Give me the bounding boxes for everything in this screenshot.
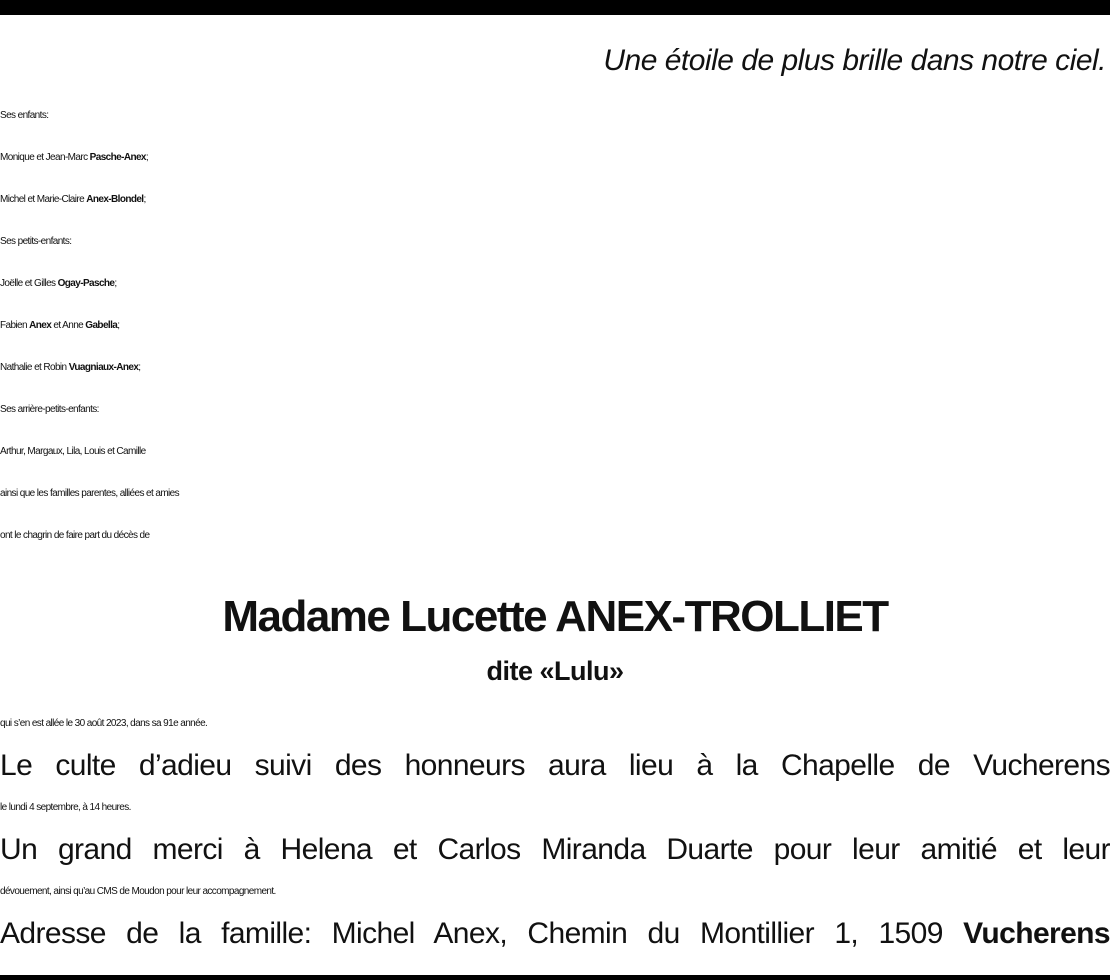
separator: ; [117, 320, 120, 331]
child-line-1 [0, 137, 1110, 179]
gc2-surname-a: Anex [29, 320, 52, 331]
gc1-names: Joëlle et Gilles [0, 278, 58, 289]
gc1-surname: Ogay-Pasche [57, 278, 115, 289]
deceased-nickname: dite «Lulu» [486, 656, 624, 686]
gc2-surname-b: Gabella [85, 320, 118, 331]
greatgrandchildren-names: Arthur, Margaux, Lila, Louis et Camille [0, 446, 146, 457]
gc2-name-a: Fabien [0, 320, 30, 331]
thanks-line-2: dévouement, ainsi qu’au CMS de Moudon pour leur accompagnement. [0, 886, 276, 897]
separator: ; [143, 194, 146, 205]
relatives-line: ainsi que les familles parentes, alliées et amies [0, 488, 180, 499]
deceased-name: Madame Lucette ANEX-TROLLIET [222, 592, 888, 641]
children-heading: Ses enfants: [0, 110, 49, 121]
gc3-surname: Vuagniaux-Anex [68, 362, 139, 373]
epigraph: Une étoile de plus brille dans notre ciel. [603, 44, 1106, 77]
child1-surname: Pasche-Anex [89, 152, 146, 163]
child2-names: Michel et Marie-Claire [0, 194, 87, 205]
child-line-2 [0, 179, 1110, 221]
greatgrandchildren-heading: Ses arrière-petits-enfants: [0, 404, 99, 415]
top-rule [0, 0, 1110, 15]
announcement-line: ont le chagrin de faire part du décès de [0, 530, 150, 541]
child1-names: Monique et Jean-Marc [0, 152, 90, 163]
grandchild-line-3 [0, 347, 1110, 389]
address-text: Adresse de la famille: Michel Anex, Chemin du Montillier 1, 1509 [0, 917, 964, 950]
separator: ; [138, 362, 141, 373]
address-line [0, 913, 1110, 955]
grandchild-line-2 [0, 305, 1110, 347]
separator: ; [145, 152, 149, 163]
separator: ; [114, 278, 117, 289]
grandchild-line-1 [0, 263, 1110, 305]
address-town: Vucherens [963, 917, 1110, 950]
gc3-names: Nathalie et Robin [0, 362, 69, 373]
ceremony-line: Le culte d’adieu suivi des honneurs aura lieu à la Chapelle de Vucherens [0, 749, 1110, 782]
gc2-mid: et Anne [51, 320, 86, 331]
passing-line: qui s’en est allée le 30 août 2023, dans sa 91e année. [0, 718, 208, 729]
details-text [0, 703, 1110, 955]
family-list [0, 95, 1110, 557]
thanks-line: Un grand merci à Helena et Carlos Miranda Duarte pour leur amitié et leur [0, 833, 1110, 866]
bottom-rule [0, 975, 1110, 980]
child2-surname: Anex-Blondel [86, 194, 144, 205]
ceremony-date-line: le lundi 4 septembre, à 14 heures. [0, 802, 131, 813]
grandchildren-heading: Ses petits-enfants: [0, 236, 72, 247]
